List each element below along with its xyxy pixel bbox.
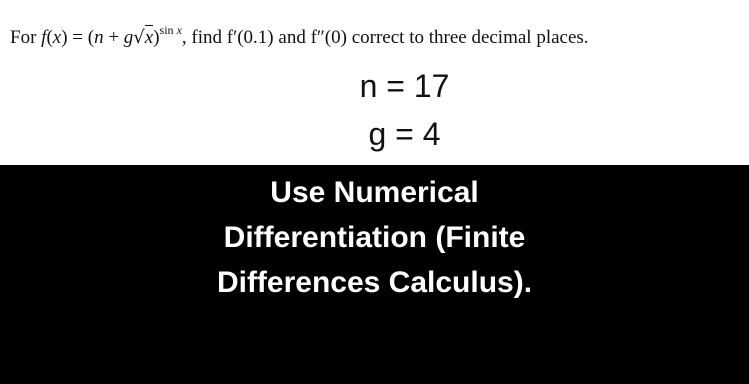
instruction-line-2: Differentiation (Finite bbox=[223, 221, 526, 254]
problem-lead: For bbox=[10, 27, 37, 48]
instruction-line-3: Differences Calculus). bbox=[216, 266, 533, 299]
problem-tail: , find f′(0.1) and f″(0) correct to three decimal places. bbox=[181, 27, 589, 48]
problem-statement bbox=[10, 23, 589, 51]
parameter-n: n = 17 bbox=[359, 68, 450, 104]
question-panel bbox=[0, 0, 749, 165]
function-definition: $f(x) = (n + g√x)^{sin x}$ bbox=[41, 23, 182, 48]
instruction-line-1: Use Numerical bbox=[270, 176, 479, 209]
parameter-g: g = 4 bbox=[368, 116, 441, 152]
method-instruction bbox=[0, 170, 749, 305]
